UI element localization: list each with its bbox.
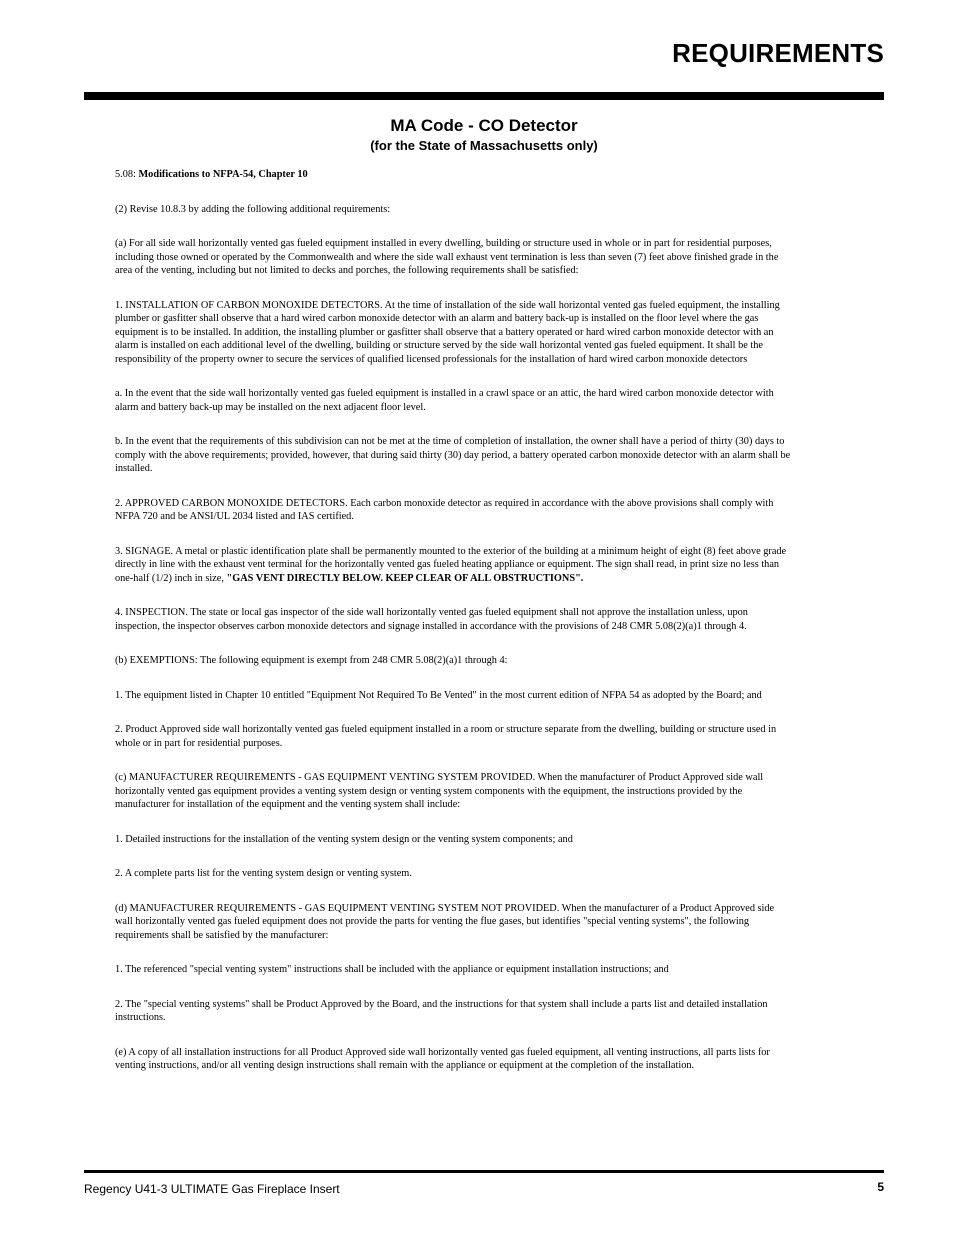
paragraph-venting-provided: (c) MANUFACTURER REQUIREMENTS - GAS EQUIPMENT VENTING SYSTEM PROVIDED. When the manufacturer of Product Approved side wall horizontally vented gas equipment provides a venting system design or venting system components with the equipment, the instructions provided by the manufacturer for installation of the equipment and the venting system shall include:	[115, 772, 764, 810]
paragraph-exemptions: (b) EXEMPTIONS: The following equipment is exempt from 248 CMR 5.08(2)(a)1 through 4:	[115, 655, 508, 666]
paragraph-revise: (2) Revise 10.8.3 by adding the following additional requirements:	[115, 203, 391, 215]
paragraph-inspection: 4. INSPECTION. The state or local gas inspector of the side wall horizontally vented gas fueled equipment shall not approve the installation unless, upon inspection, the inspector observes carbon monoxide detectors and signage installed in accordance with the provisions of 248 CMR 5.08(2)(a)1 through 4.	[115, 607, 748, 632]
paragraph-exemption-1: 1. The equipment listed in Chapter 10 entitled "Equipment Not Required To Be Vented" in the most current edition of NFPA 54 as adopted by the Board; and	[115, 689, 762, 701]
paragraph-venting-not-provided-2: 2. The "special venting systems" shall be Product Approved by the Board, and the instructions for that system shall include a parts list and detailed installation instructions.	[115, 998, 768, 1023]
paragraph-crawl-space: a. In the event that the side wall horizontally vented gas fueled equipment is installed in a crawl space or an attic, the hard wired carbon monoxide detector with alarm and battery back-up may be installed on the next adjacent floor level.	[115, 388, 774, 413]
intro-heading: Modifications to NFPA-54, Chapter 10	[138, 169, 308, 180]
page-title: REQUIREMENTS	[672, 38, 884, 68]
footer-rule	[84, 1170, 884, 1173]
signage-text: 3. SIGNAGE. A metal or plastic identification plate shall be permanently mounted to the exterior of the building at a minimum height of eight (8) feet above grade directly in line with the exhaust vent terminal for the horizontally vented gas fueled heating appliance or equipment. The sign shall read, in print size no less than one-half (1/2) inch in size,	[115, 545, 787, 584]
paragraph-signage	[115, 545, 793, 586]
page-number: 5	[877, 1180, 884, 1194]
intro-prefix: 5.08:	[115, 169, 139, 180]
paragraph-venting-provided-1: 1. Detailed instructions for the installation of the venting system design or the venting system components; and	[115, 833, 573, 845]
paragraph-exemption-2: 2. Product Approved side wall horizontally vented gas fueled equipment installed in a room or structure separate from the dwelling, building or structure used in whole or in part for residential purposes.	[115, 724, 777, 749]
paragraph-installation-detectors: 1. INSTALLATION OF CARBON MONOXIDE DETECTORS. At the time of installation of the side wall horizontal vented gas fueled equipment, the installing plumber or gasfitter shall observe that a hard wired carbon monoxide detector with an alarm and battery back-up is installed on the floor level where the gas equipment is to be installed. In addition, the installing plumber or gasfitter shall observe that a battery operated or hard wired carbon monoxide detector with an alarm is installed on each additional level of the dwelling, building or structure served by the side wall horizontal vented gas fueled equipment. It shall be the responsibility of the property owner to secure the services of qualified licensed professionals for the installation of hard wired carbon monoxide detectors	[115, 299, 780, 365]
paragraph-e: (e) A copy of all installation instructions for all Product Approved side wall horizontally vented gas fueled equipment, all venting instructions, all parts lists for venting instructions, and/or all venting design instructions shall remain with the appliance or equipment at the completion of the installation.	[115, 1046, 770, 1071]
document-body	[115, 168, 793, 1094]
paragraph-venting-not-provided-1: 1. The referenced "special venting system" instructions shall be included with the appliance or equipment installation instructions; and	[115, 964, 669, 975]
section-title: MA Code - CO Detector	[390, 116, 578, 135]
paragraph-approved-detectors: 2. APPROVED CARBON MONOXIDE DETECTORS. Each carbon monoxide detector as required in accordance with the above provisions shall comply with NFPA 720 and be ANSI/UL 2034 listed and IAS certified.	[115, 497, 774, 522]
paragraph-thirty-days: b. In the event that the requirements of this subdivision can not be met at the time of completion of installation, the owner shall have a period of thirty (30) days to comply with the above requirements; provided, however, that during said thirty (30) day period, a battery operated carbon monoxide detector with an alarm shall be installed.	[115, 436, 791, 474]
paragraph-venting-provided-2: 2. A complete parts list for the venting system design or venting system.	[115, 868, 412, 879]
section-subtitle: (for the State of Massachusetts only)	[370, 138, 598, 153]
signage-warning-text: "GAS VENT DIRECTLY BELOW. KEEP CLEAR OF ALL OBSTRUCTIONS".	[226, 572, 584, 584]
footer-product-name: Regency U41-3 ULTIMATE Gas Fireplace Insert	[84, 1182, 340, 1196]
header-rule	[84, 92, 884, 100]
intro-paragraph	[115, 168, 793, 182]
paragraph-a: (a) For all side wall horizontally vented gas fueled equipment installed in every dwelling, building or structure used in whole or in part for residential purposes, including those owned or operated by the Commonwealth and where the side wall exhaust vent termination is less than seven (7) feet above finished grade in the area of the venting, including but not limited to decks and porches, the following requirements shall be satisfied:	[115, 238, 779, 276]
paragraph-venting-not-provided: (d) MANUFACTURER REQUIREMENTS - GAS EQUIPMENT VENTING SYSTEM NOT PROVIDED. When the manufacturer of a Product Approved side wall horizontally vented gas fueled equipment does not provide the parts for venting the flue gases, but identifies "special venting systems", the following requirements shall be satisfied by the manufacturer:	[115, 902, 775, 941]
